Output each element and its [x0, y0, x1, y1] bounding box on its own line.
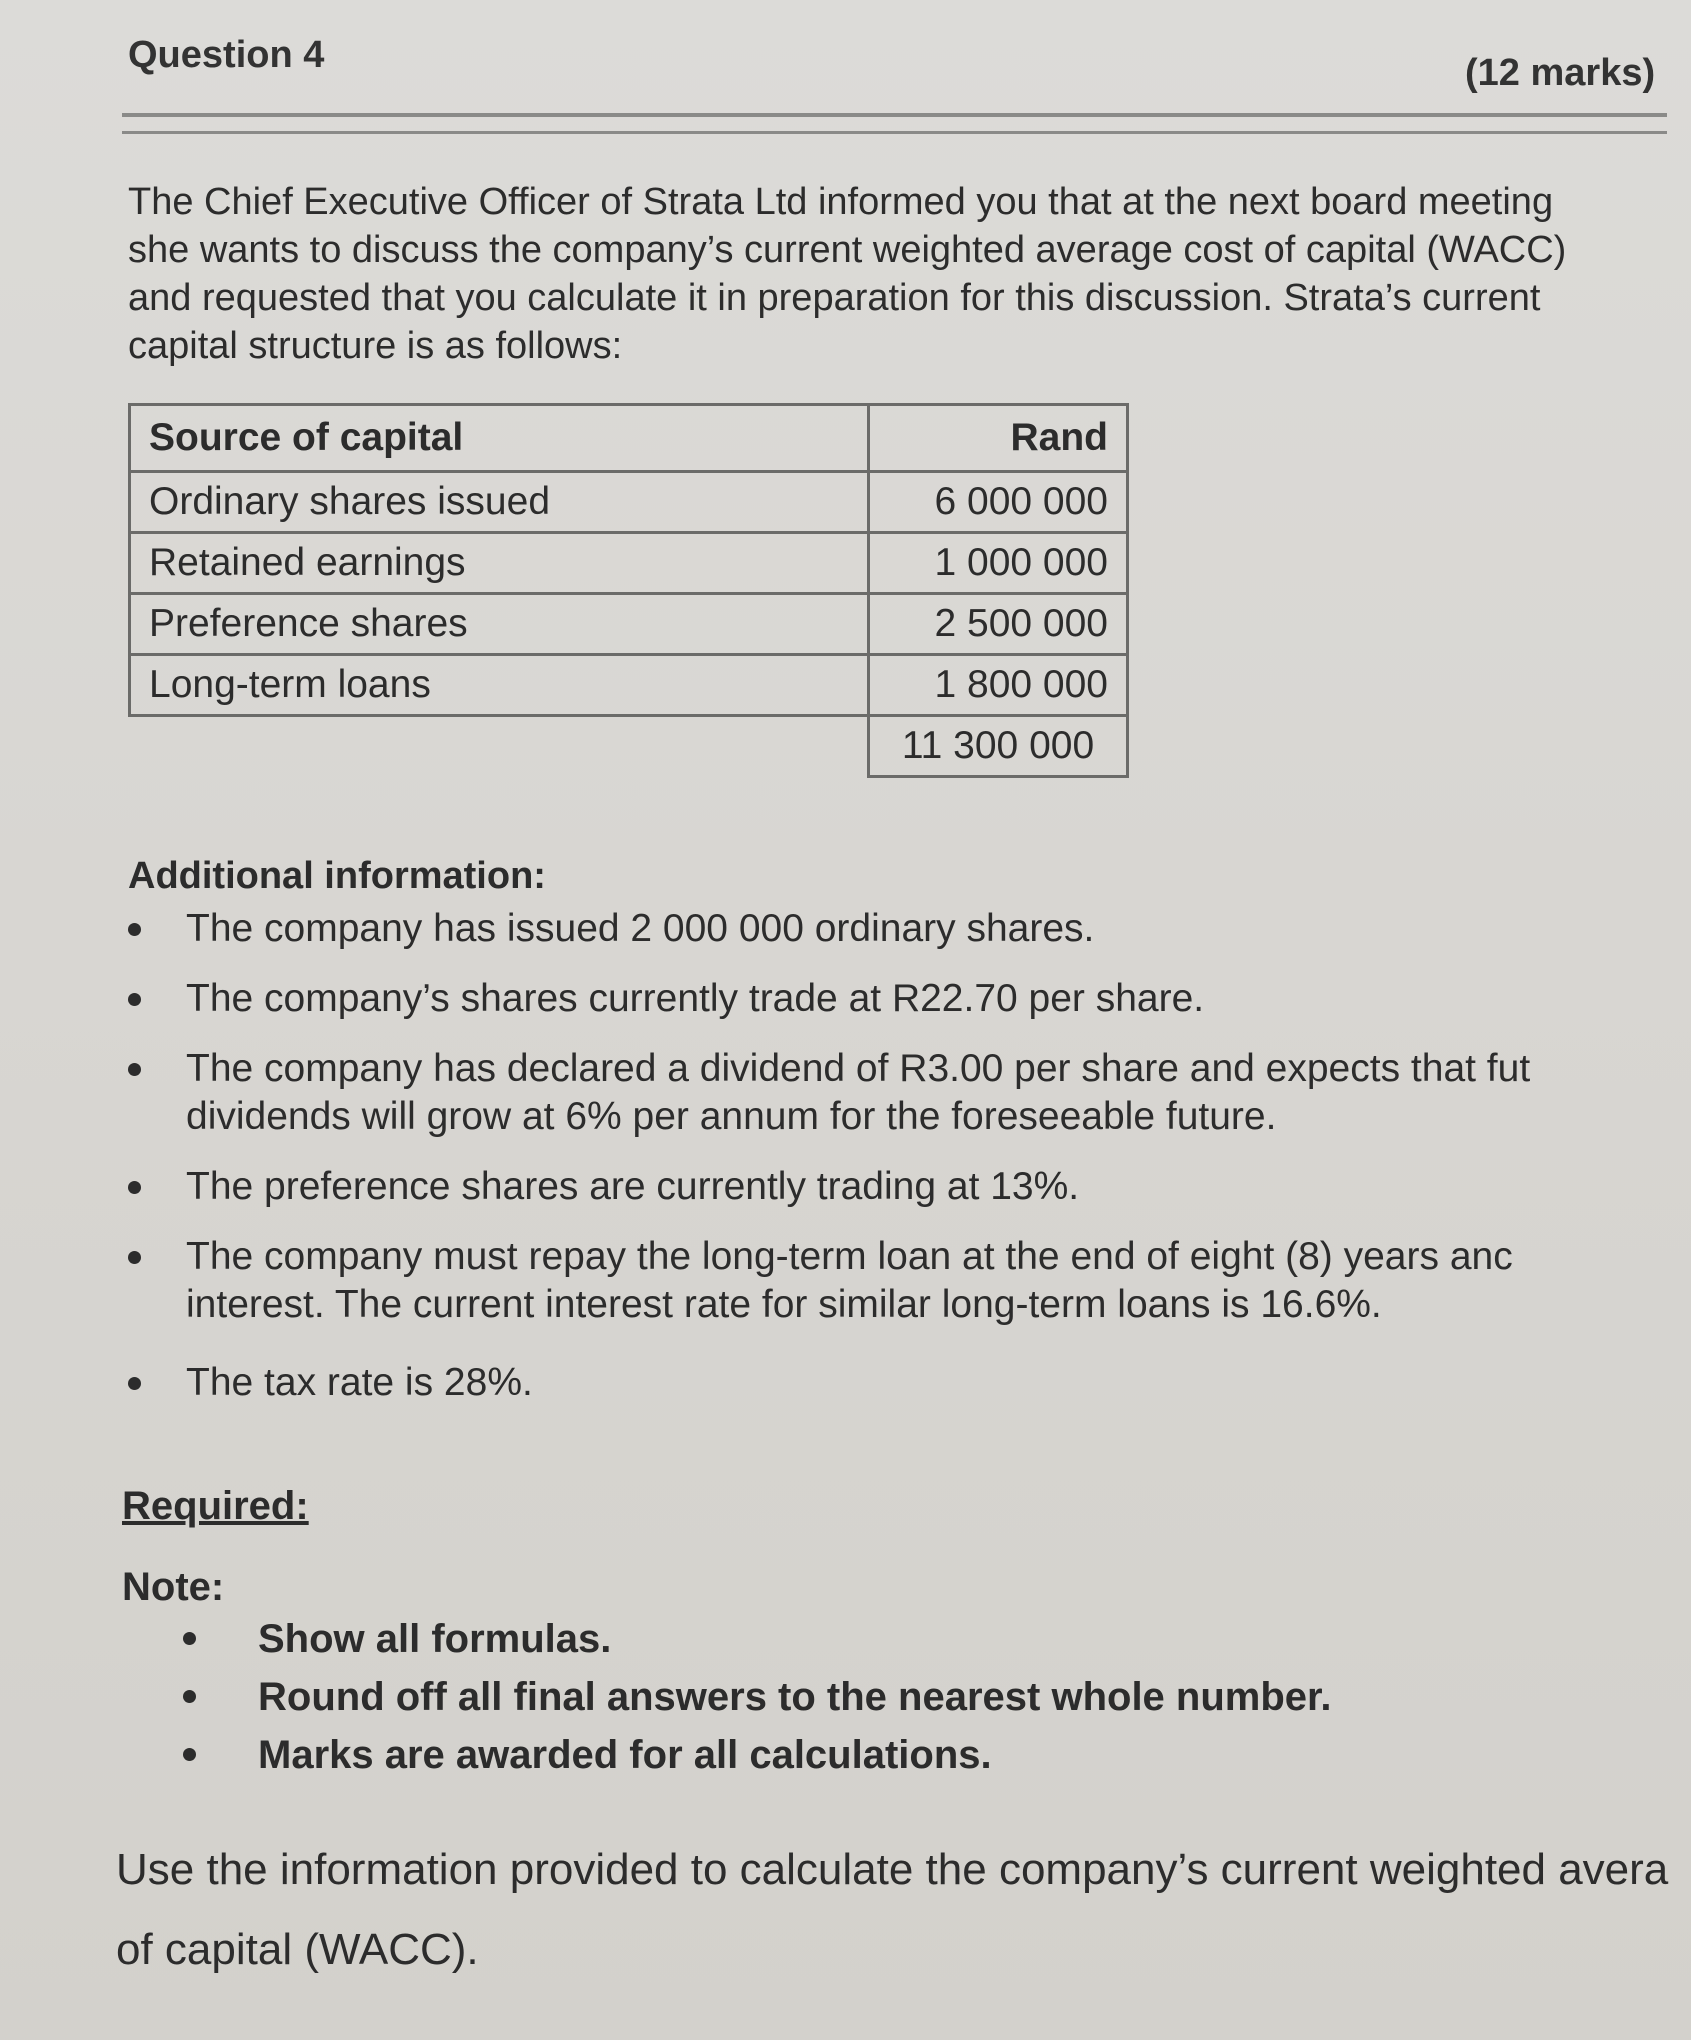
list-item [128, 1045, 1688, 1141]
note-heading: Note: [122, 1565, 225, 1609]
info-text: The company’s shares currently trade at R22.70 per share. [186, 977, 1205, 1020]
table-row [130, 594, 1128, 655]
additional-info-heading: Additional information: [128, 855, 546, 897]
intro-line: capital structure is as follows: [128, 325, 623, 367]
bullet-icon [128, 1251, 141, 1264]
intro-paragraph [128, 178, 1678, 370]
note-text: Round off all final answers to the nearest whole number. [258, 1675, 1332, 1719]
total-amount: 11 300 000 [869, 716, 1128, 777]
required-heading: Required: [122, 1484, 309, 1528]
bullet-icon [128, 1181, 141, 1194]
bullet-icon [183, 1632, 196, 1645]
cell-source: Long-term loans [130, 655, 869, 716]
required-question [116, 1830, 1686, 1990]
info-text: The tax rate is 28%. [186, 1361, 533, 1404]
notes-list [180, 1610, 1332, 1784]
question-line: Use the information provided to calculate the company’s current weighted avera [116, 1845, 1669, 1894]
question-marks: (12 marks) [1465, 52, 1656, 94]
capital-structure-table [128, 403, 1129, 778]
info-text: dividends will grow at 6% per annum for the foreseeable future. [186, 1095, 1277, 1138]
cell-amount: 2 500 000 [869, 594, 1128, 655]
cell-source: Preference shares [130, 594, 869, 655]
column-header-rand: Rand [869, 405, 1128, 472]
blank-cell [130, 716, 869, 777]
table-header-row [130, 405, 1128, 472]
list-item [180, 1726, 1332, 1784]
table-row [130, 655, 1128, 716]
info-text: The company must repay the long-term loan at the end of eight (8) years anc [186, 1235, 1513, 1278]
bullet-icon [183, 1748, 196, 1761]
cell-amount: 1 800 000 [869, 655, 1128, 716]
list-item [180, 1610, 1332, 1668]
note-text: Show all formulas. [258, 1617, 612, 1661]
list-item [128, 1233, 1688, 1329]
bullet-icon [128, 1377, 141, 1390]
info-text: interest. The current interest rate for similar long-term loans is 16.6%. [186, 1283, 1382, 1326]
cell-source: Ordinary shares issued [130, 472, 869, 533]
cell-source: Retained earnings [130, 533, 869, 594]
intro-line: she wants to discuss the company’s current weighted average cost of capital (WACC) [128, 229, 1567, 271]
list-item [180, 1668, 1332, 1726]
column-header-source: Source of capital [130, 405, 869, 472]
bullet-icon [128, 1063, 141, 1076]
cell-amount: 6 000 000 [869, 472, 1128, 533]
list-item [128, 975, 1688, 1023]
list-item [128, 1163, 1688, 1211]
question-title: Question 4 [128, 34, 325, 76]
bullet-icon [128, 923, 141, 936]
additional-info-list [128, 905, 1688, 1407]
header-divider [122, 113, 1667, 134]
table-row [130, 533, 1128, 594]
bullet-icon [183, 1690, 196, 1703]
list-item [128, 1359, 1688, 1407]
question-line: of capital (WACC). [116, 1925, 479, 1974]
table-total-row [130, 716, 1128, 777]
note-text: Marks are awarded for all calculations. [258, 1733, 992, 1777]
bullet-icon [128, 993, 141, 1006]
list-item [128, 905, 1688, 953]
info-text: The company has issued 2 000 000 ordinary shares. [186, 907, 1095, 950]
info-text: The preference shares are currently trading at 13%. [186, 1165, 1080, 1208]
intro-line: and requested that you calculate it in preparation for this discussion. Strata’s current [128, 277, 1541, 319]
cell-amount: 1 000 000 [869, 533, 1128, 594]
intro-line: The Chief Executive Officer of Strata Ltd informed you that at the next board meeting [128, 181, 1554, 223]
table-row [130, 472, 1128, 533]
info-text: The company has declared a dividend of R3.00 per share and expects that fut [186, 1047, 1531, 1090]
